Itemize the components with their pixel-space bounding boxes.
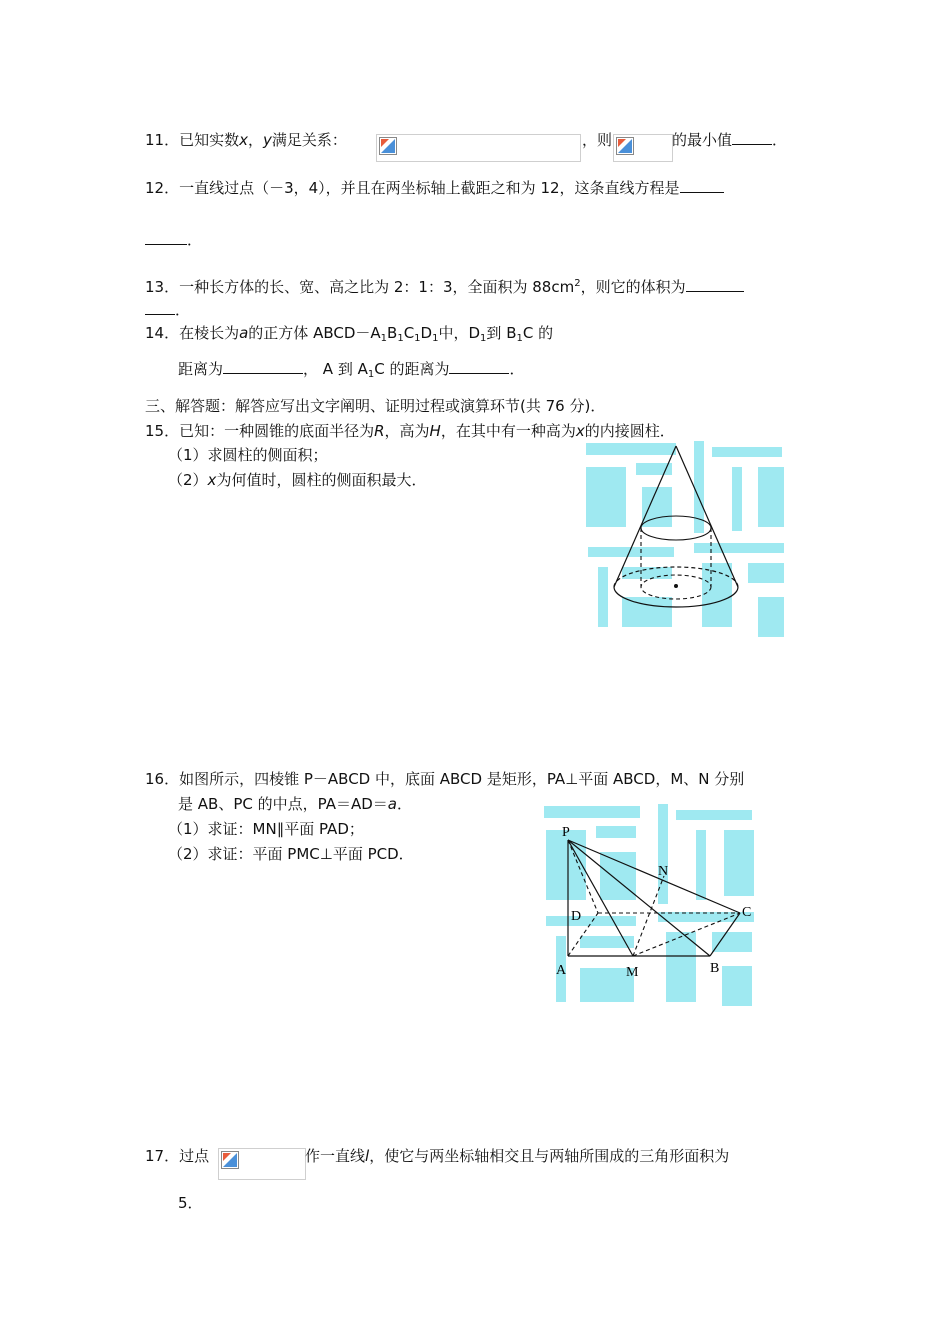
vertex-label-M: M: [626, 965, 639, 980]
watermark: [586, 441, 784, 637]
question-14-line2: 距离为 ， A 到 $A_1C$ 的距离为 ．: [178, 360, 525, 380]
answer-blank: [223, 359, 303, 374]
question-12-line2: ．: [145, 230, 202, 250]
pyramid-figure: [540, 800, 765, 1012]
question-11-then: ，则: [582, 131, 613, 149]
question-15: 15．已知：一种圆锥的底面半径为R，高为H，在其中有一种高为x的内接圆柱．: [145, 422, 675, 440]
vertex-label-C: C: [742, 905, 752, 920]
question-12: 12．一直线过点（－3，4），并且在两坐标轴上截距之和为 12，这条直线方程是: [145, 178, 724, 198]
question-16: 16．如图所示，四棱锥 P－ABCD 中，底面 ABCD 是矩形，PA⊥平面 ABCD，M、N 分别: [145, 770, 745, 788]
broken-image-point: [218, 1148, 306, 1180]
vertex-label-D: D: [571, 909, 582, 924]
question-13-line2: ．: [145, 300, 190, 320]
question-17-line2: 5．: [178, 1194, 203, 1212]
center-point: [674, 584, 678, 588]
answer-blank: [686, 277, 744, 292]
question-13: 13．一种长方体的长、宽、高之比为 2：1：3，全面积为 $88cm^2$，则它的体积为: [145, 274, 744, 297]
question-17-tail: 作一直线l，使它与两坐标轴相交且与两轴所围成的三角形面积为: [305, 1147, 730, 1165]
section-heading: 三、解答题：解答应写出文字阐明、证明过程或演算环节(共 76 分)．: [145, 397, 606, 415]
broken-image-expression: [613, 134, 673, 162]
question-11: 11．已知实数x，y满足关系：: [145, 131, 347, 149]
answer-blank: [732, 130, 772, 145]
vertex-label-N: N: [658, 864, 669, 879]
question-15-part2: （2）x为何值时，圆柱的侧面积最大．: [168, 471, 427, 489]
answer-blank: [145, 230, 187, 245]
broken-image-relation: [376, 134, 581, 162]
question-16-line2: 是 AB、PC 的中点，PA＝AD＝a．: [178, 795, 412, 813]
question-15-part1: （1）求圆柱的侧面积；: [168, 446, 328, 464]
question-16-part2: （2）求证：平面 PMC⊥平面 PCD．: [168, 845, 414, 863]
vertex-label-B: B: [710, 961, 720, 976]
question-17: 17．过点: [145, 1147, 210, 1165]
question-14: 14．在棱长为a的正方体 $ABCD-A_1B_1C_1D_1$中，$D_1$到 $B_1C$ 的: [145, 324, 554, 344]
broken-image-icon: [221, 1151, 239, 1169]
question-16-part1: （1）求证：MN∥平面 PAD；: [168, 820, 364, 838]
cone-cylinder-figure: [582, 437, 798, 643]
answer-blank: [449, 359, 509, 374]
question-11-tail: 的最小值 ．: [672, 131, 788, 149]
answer-blank: [680, 178, 724, 193]
broken-image-icon: [616, 137, 634, 155]
vertex-label-A: A: [556, 963, 567, 978]
vertex-label-P: P: [562, 825, 570, 840]
broken-image-icon: [379, 137, 397, 155]
answer-blank: [145, 300, 175, 315]
